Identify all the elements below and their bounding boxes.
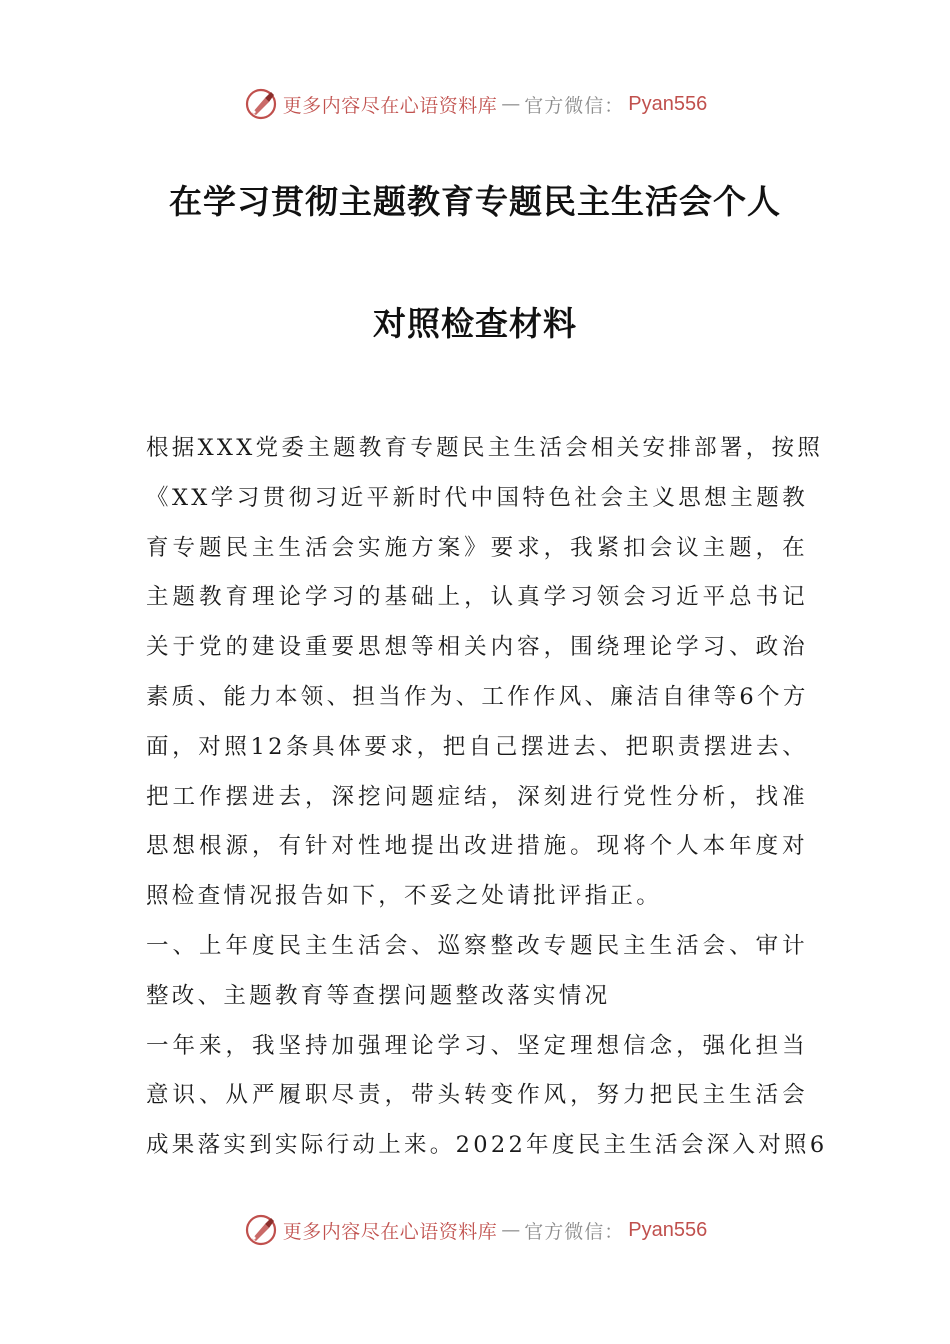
footer-official-label: 官方微信： xyxy=(524,1220,625,1243)
pen-nib-circle-icon xyxy=(243,86,279,122)
header-banner xyxy=(0,82,950,126)
footer-banner xyxy=(0,1208,950,1252)
section-heading-line: 一、上年度民主生活会、巡察整改专题民主生活会、审计 xyxy=(146,932,808,959)
body-line: 《XX学习贯彻习近平新时代中国特色社会主义思想主题教 xyxy=(146,484,808,511)
header-brand-text: 更多内容尽在心语资料库 xyxy=(282,94,498,117)
header-wechat-id: Pyan556 xyxy=(628,92,708,115)
section-heading-line: 整改、主题教育等查摆问题整改落实情况 xyxy=(146,982,611,1009)
document-body xyxy=(146,424,828,1171)
footer-brand-text: 更多内容尽在心语资料库 xyxy=(282,1220,498,1243)
body-line: 素质、能力本领、担当作为、工作作风、廉洁自律等6个方 xyxy=(146,683,809,710)
document-title-line-2: 对照检查材料 xyxy=(373,304,577,343)
body-line: 思想根源，有针对性地提出改进措施。现将个人本年度对 xyxy=(146,833,808,860)
header-dash: — xyxy=(501,93,521,115)
pen-nib-circle-icon xyxy=(243,1212,279,1248)
body-line: 面，对照12条具体要求，把自己摆进去、把职责摆进去、 xyxy=(146,733,808,760)
body-line: 根据XXX党委主题教育专题民主生活会相关安排部署，按照 xyxy=(146,435,824,461)
body-line: 关于党的建设重要思想等相关内容，围绕理论学习、政治 xyxy=(146,634,808,661)
body-line: 主题教育理论学习的基础上，认真学习领会习近平总书记 xyxy=(146,584,808,611)
body-line: 育专题民主生活会实施方案》要求，我紧扣会议主题，在 xyxy=(146,534,808,561)
header-official-label: 官方微信： xyxy=(524,94,625,117)
body-line: 照检查情况报告如下，不妥之处请批评指正。 xyxy=(146,883,663,910)
footer-dash: — xyxy=(501,1219,521,1241)
footer-wechat-id: Pyan556 xyxy=(628,1218,708,1241)
document-title-line-1: 在学习贯彻主题教育专题民主生活会个人 xyxy=(169,182,781,221)
body-line: 一年来，我坚持加强理论学习、坚定理想信念，强化担当 xyxy=(146,1032,808,1059)
body-line: 意识、从严履职尽责，带头转变作风，努力把民主生活会 xyxy=(146,1082,808,1109)
body-line: 把工作摆进去，深挖问题症结，深刻进行党性分析，找准 xyxy=(146,783,808,810)
body-line: 成果落实到实际行动上来。2022年度民主生活会深入对照6 xyxy=(146,1132,828,1159)
